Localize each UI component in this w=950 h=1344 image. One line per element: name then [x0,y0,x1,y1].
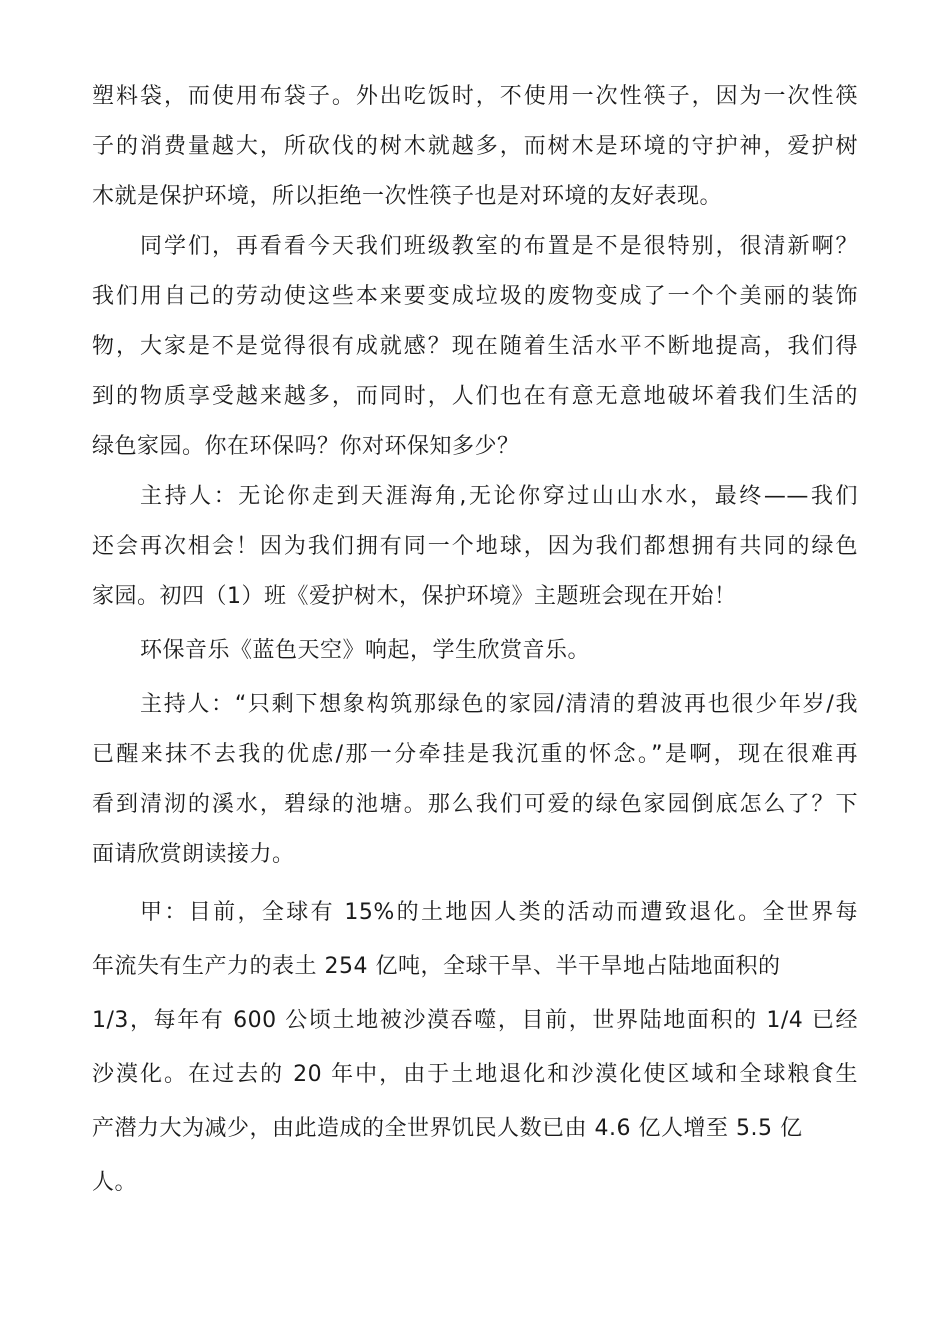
text-line: 主持人：无论你走到天涯海角,无论你穿过山山水水，最终——我们 [140,484,858,509]
text-line: 子的消费量越大，所砍伐的树木就越多，而树木是环境的守护神，爱护树 [92,134,858,159]
text-line: 已醒来抹不去我的优虑/那一分牵挂是我沉重的怀念。”是啊，现在很难再 [92,742,858,767]
text-line: 塑料袋，而使用布袋子。外出吃饭时，不使用一次性筷子，因为一次性筷 [92,84,858,109]
text-line: 到的物质享受越来越多，而同时，人们也在有意无意地破坏着我们生活的 [92,384,858,409]
text-line: 看到清沏的溪水，碧绿的池塘。那么我们可爱的绿色家园倒底怎么了？下 [92,792,858,817]
text-line: 人。 [92,1170,138,1195]
text-line: 沙漠化。在过去的 20 年中，由于土地退化和沙漠化使区域和全球粮食生 [92,1062,858,1087]
text-line: 环保音乐《蓝色天空》响起，学生欣赏音乐。 [140,638,591,663]
text-line: 年流失有生产力的表土 254 亿吨，全球干旱、半干旱地占陆地面积的 [92,954,781,979]
text-line: 木就是保护环境，所以拒绝一次性筷子也是对环境的友好表现。 [92,184,723,209]
text-line: 面请欣赏朗读接力。 [92,842,295,867]
text-line: 甲：目前，全球有 15%的土地因人类的活动而遭致退化。全世界每 [140,900,858,925]
text-line: 同学们，再看看今天我们班级教室的布置是不是很特别，很清新啊？ [140,234,858,259]
text-line: 1/3，每年有 600 公顷土地被沙漠吞噬，目前，世界陆地面积的 1/4 已经 [92,1008,858,1033]
text-line: 家园。初四（1）班《爱护树木，保护环境》主题班会现在开始！ [92,584,737,609]
text-line: 物，大家是不是觉得很有成就感？现在随着生活水平不断地提高，我们得 [92,334,858,359]
text-line: 产潜力大为减少，由此造成的全世界饥民人数已由 4.6 亿人增至 5.5 亿 [92,1116,803,1141]
text-line: 还会再次相会！因为我们拥有同一个地球，因为我们都想拥有共同的绿色 [92,534,858,559]
text-line: 绿色家园。你在环保吗？你对环保知多少？ [92,434,520,459]
text-line: 我们用自己的劳动使这些本来要变成垃圾的废物变成了一个个美丽的装饰 [92,284,858,309]
text-line: 主持人：“只剩下想象构筑那绿色的家园/清清的碧波再也很少年岁/我 [140,692,858,717]
